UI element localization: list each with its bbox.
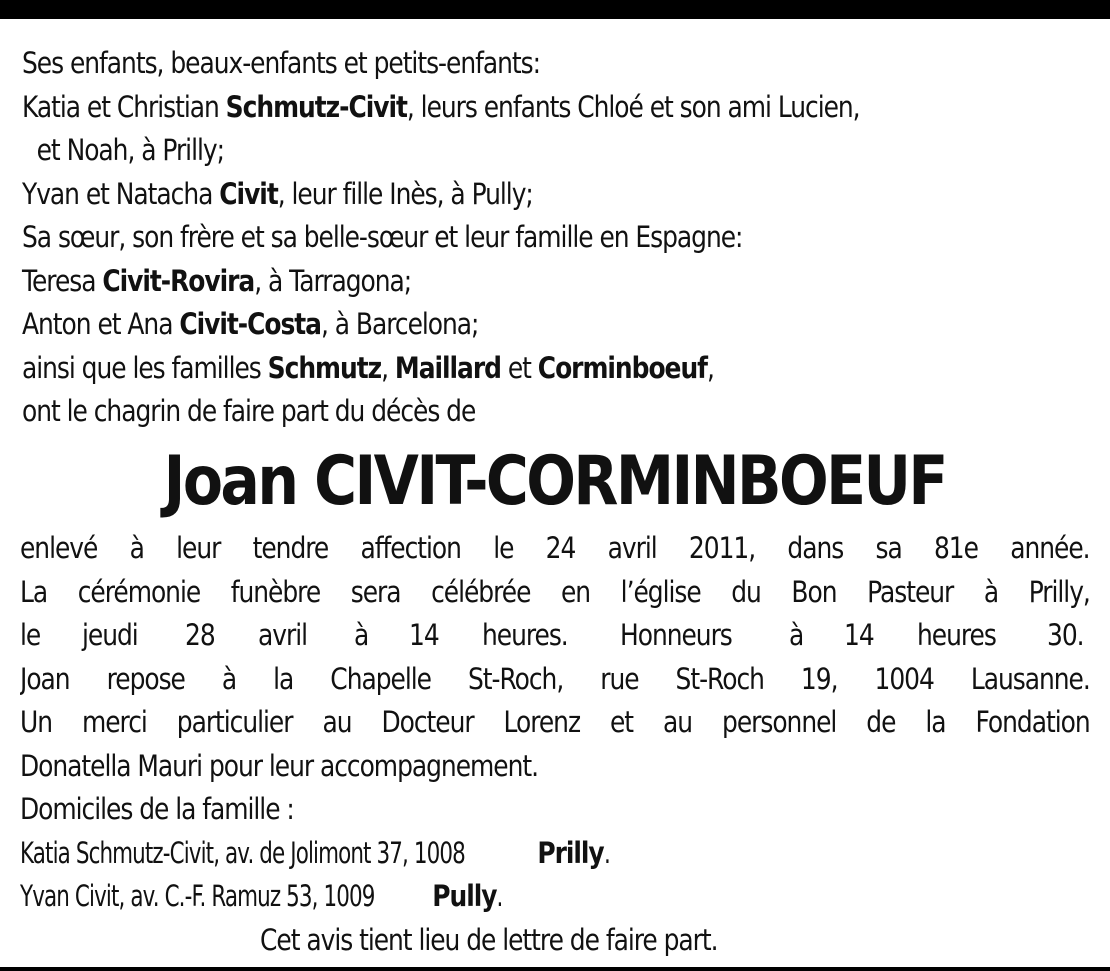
body-text: Un merci particulier au Docteur Lorenz et au personnel de la Fondation [20,705,1090,739]
intro-text: et [500,350,538,385]
intro-text: Sa sœur, son frère et sa belle-sœur et leur famille en Espagne: [22,220,743,254]
body-word: 14 [844,618,874,652]
body-text: enlevé à leur tendre affection le 24 avril 2011, dans sa 81e année. [20,531,1090,565]
intro-line [22,129,942,173]
address-city: Pully [432,879,497,913]
closing-line [20,919,1090,963]
body-word: à [354,618,369,652]
body-text: La cérémonie funèbre sera célébrée en l’église du Bon Pasteur à Prilly, [20,574,1090,609]
intro-text: , leurs enfants Chloé et son ami Lucien, [406,89,860,124]
address-line [20,832,1090,876]
body-word: heures. [482,618,568,652]
body-line [20,745,1090,789]
intro-line [22,216,942,260]
body-word: le [20,618,41,652]
deceased-name [0,441,1110,523]
body-text: Donatella Mauri pour leur accompagnement. [20,748,539,783]
family-name: Corminboeuf [537,350,707,385]
intro-text: , [706,350,714,385]
body-line-justified [20,614,1090,658]
intro-text: ainsi que les familles [22,350,268,385]
intro-text: , leur fille Inès, à Pully; [277,176,533,211]
body-line [20,658,1090,702]
intro-text: ont le chagrin de faire part du décès de [22,394,476,428]
intro-text: Ses enfants, beaux-enfants et petits-enfants: [22,46,540,80]
address-text [20,875,503,919]
body-line [20,571,1090,615]
body-text: Domiciles de la famille : [20,792,294,826]
address-text-part: . [496,879,503,913]
body-word: jeudi [82,618,138,652]
family-name: Civit-Costa [179,307,321,341]
body-text: Joan repose à la Chapelle St-Roch, rue St-Roch 19, 1004 Lausanne. [20,661,1090,696]
intro-line [22,347,942,391]
body-word: Honneurs [620,618,733,652]
intro-line [22,42,942,86]
intro-text: Teresa [22,263,103,298]
body-word: 14 [409,618,439,652]
intro-line [22,86,942,130]
body-line [20,701,1090,745]
intro-line [22,390,942,434]
address-text [20,832,611,876]
family-name: Schmutz [267,350,382,385]
closing-text: Cet avis tient lieu de lettre de faire part. [260,922,718,957]
body-word: 30. [1047,618,1084,652]
body-line [20,527,1090,571]
family-name: Maillard [394,350,501,385]
body-word: 28 [185,618,216,652]
intro-text: et Noah, à Prilly; [36,133,224,167]
address-text-part: . [603,835,610,870]
family-name: Schmutz-Civit [225,89,407,124]
address-city: Prilly [537,835,604,870]
body-line [20,788,1090,832]
notice-body [20,527,1090,962]
intro-line [22,303,942,347]
family-name: Civit [219,176,278,211]
address-text-part: Yvan Civit, av. C.-F. Ramuz 53, 1009 [20,879,375,913]
intro-text: Anton et Ana [22,307,180,341]
body-word: avril [258,618,308,652]
intro-text: , [381,350,395,385]
body-word: heures [917,618,996,652]
address-text-part: Katia Schmutz-Civit, av. de Jolimont 37, 1008 [20,835,465,870]
intro-line [22,173,942,217]
intro-line [22,260,942,304]
intro-text: , à Tarragona; [254,263,412,298]
family-list [22,42,942,434]
intro-text: Katia et Christian [22,89,226,124]
deceased-name-text: Joan CIVIT-CORMINBOEUF [163,442,947,521]
intro-text: Yvan et Natacha [22,176,220,211]
body-word: à [788,618,804,652]
address-line [20,875,1090,919]
family-name: Civit-Rovira [102,263,255,298]
intro-text: , à Barcelona; [320,307,479,341]
